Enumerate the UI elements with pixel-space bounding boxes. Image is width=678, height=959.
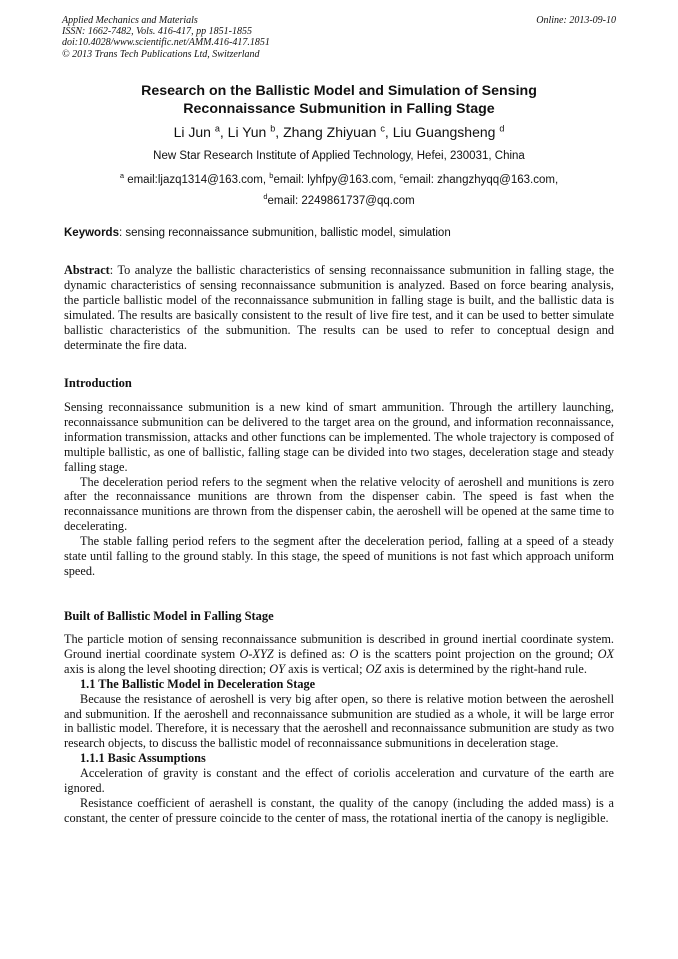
title-line-1: Research on the Ballistic Model and Simulation of Sensing (141, 83, 537, 99)
email-sup: b (269, 171, 274, 181)
journal-header (62, 15, 616, 60)
email-c: email: zhangzhyqq@163.com, (403, 174, 559, 186)
email-b: email: lyhfpy@163.com, (273, 174, 400, 186)
online-date: Online: 2013-09-10 (536, 15, 616, 26)
email-sup: c (399, 171, 404, 181)
section-heading-introduction: Introduction (64, 376, 132, 390)
keywords-label: Keywords (64, 227, 119, 239)
journal-name: Applied Mechanics and Materials (62, 15, 198, 26)
author-name: Liu Guangsheng (392, 124, 496, 140)
affiliation: New Star Research Institute of Applied Technology, Hefei, 230031, China (153, 150, 525, 162)
paragraph (64, 632, 614, 677)
author-sup: d (499, 123, 505, 134)
author-name: Zhang Zhiyuan (283, 124, 377, 140)
text-run: The particle motion of sensing reconnaissance submunition is described in ground inertial coordinate system. Ground inertial coordinate system (64, 632, 614, 661)
abstract-label: Abstract (64, 263, 110, 277)
issn-line: ISSN: 1662-7482, Vols. 416-417, pp 1851-1855 (62, 26, 252, 38)
math-symbol: OX (597, 646, 614, 661)
author-name: Li Jun (173, 124, 211, 140)
paragraph: The deceleration period refers to the segment when the relative velocity of aeroshell and munitions is zero after the reconnaissance munitions are thrown from the dispenser cabin. The speed is fast when the reconnaissance munitions are thrown from the dispenser cabin, the aeroshell will be opened at the same time to decelerating. (64, 474, 614, 534)
author-name: Li Yun (227, 124, 267, 140)
email-sup: a (119, 171, 124, 181)
subsection-heading-1-1: 1.1 The Ballistic Model in Deceleration Stage (80, 676, 316, 691)
paragraph: Resistance coefficient of aerashell is constant, the quality of the canopy (including the added mass) is a constant, the center of pressure coincide to the center of mass, the rotational inertia of the canopy is negligible. (64, 795, 614, 825)
math-symbol: OZ (365, 661, 382, 676)
text-run: axis is determined by the right-hand rule. (381, 661, 587, 676)
math-symbol: O (349, 646, 359, 661)
author-sup: b (270, 123, 276, 134)
paragraph: Acceleration of gravity is constant and the effect of coriolis acceleration and curvature of the earth are ignored. (64, 766, 614, 796)
email-sup: d (263, 192, 268, 202)
email-a: email:ljazq1314@163.com, (124, 174, 270, 186)
copyright-line: © 2013 Trans Tech Publications Ltd, Switzerland (62, 48, 260, 60)
math-symbol: O-XYZ (239, 646, 274, 661)
text-run: axis is vertical; (285, 661, 366, 676)
emails-line-2 (64, 191, 614, 212)
paragraph: Sensing reconnaissance submunition is a new kind of smart ammunition. Through the artillery launching, reconnaissance submunition can be delivered to the target area on the ground, and information reconnaissance, information transmission, attacks and other functions can be implemented. The whole trajectory is composed of multiple ballistic, as one of ballistic, falling stage can be divided into two stages, deceleration stage and steady falling stage. (64, 400, 614, 474)
keywords (64, 227, 614, 239)
abstract (64, 263, 614, 352)
math-symbol: OY (269, 661, 285, 676)
text-run: axis is along the level shooting direction; (64, 661, 270, 676)
author-emails (64, 170, 614, 212)
email-d: email: 2249861737@qq.com (267, 195, 415, 207)
section-heading-built: Built of Ballistic Model in Falling Stage (64, 609, 274, 623)
title-line-2: Reconnaissance Submunition in Falling Stage (183, 100, 495, 117)
paragraph: The stable falling period refers to the segment after the deceleration period, falling at a speed of a steady state until falling to the ground stably. In this stage, the speed of munitions is not fast which approach uniform speed. (64, 534, 614, 578)
author-sup: a (214, 123, 220, 134)
emails-line-1 (64, 170, 614, 191)
built-body (64, 632, 614, 826)
keywords-text: : sensing reconnaissance submunition, ballistic model, simulation (118, 227, 451, 239)
author-sup: c (380, 123, 385, 134)
paragraph: Because the resistance of aeroshell is very big after open, so there is relative motion between the aeroshell and submunition. If the aeroshell and reconnaissance submunition are studied as a whole, it will be large error in ballistic model. Therefore, it is necessary that the aeroshell and reconnaissance submunition are study as two research objects, to discuss the ballistic model of reconnaissance submunitions in deceleration stage. (64, 691, 614, 751)
subsection-heading-1-1-1: 1.1.1 Basic Assumptions (80, 751, 206, 766)
doi-line: doi:10.4028/www.scientific.net/AMM.416-417.1851 (62, 37, 270, 49)
text-run: is the scatters point projection on the ground; (358, 646, 598, 661)
paper-title (64, 83, 614, 118)
abstract-text: : To analyze the ballistic characteristics of sensing reconnaissance submunition in falling stage, the dynamic characteristics of sensing reconnaissance submunition is analyzed. Based on force bearing analysis, the particle ballistic model of the reconnaissance submunition in falling stage is built, and the ballistic data is simulated. The results are basically consistent to the result of live fire test, and it can be used to better simulate ballistic characteristics of the submunition. The results can be used to refer to conceptual design and determinate the fire data. (64, 263, 614, 352)
text-run: is defined as: (273, 646, 350, 661)
introduction-body (64, 400, 614, 579)
author-list: Li Jun $^a$, Li Yun $^b$, Zhang Zhiyuan $^c$, Liu Guangsheng $^d$ (173, 123, 505, 140)
